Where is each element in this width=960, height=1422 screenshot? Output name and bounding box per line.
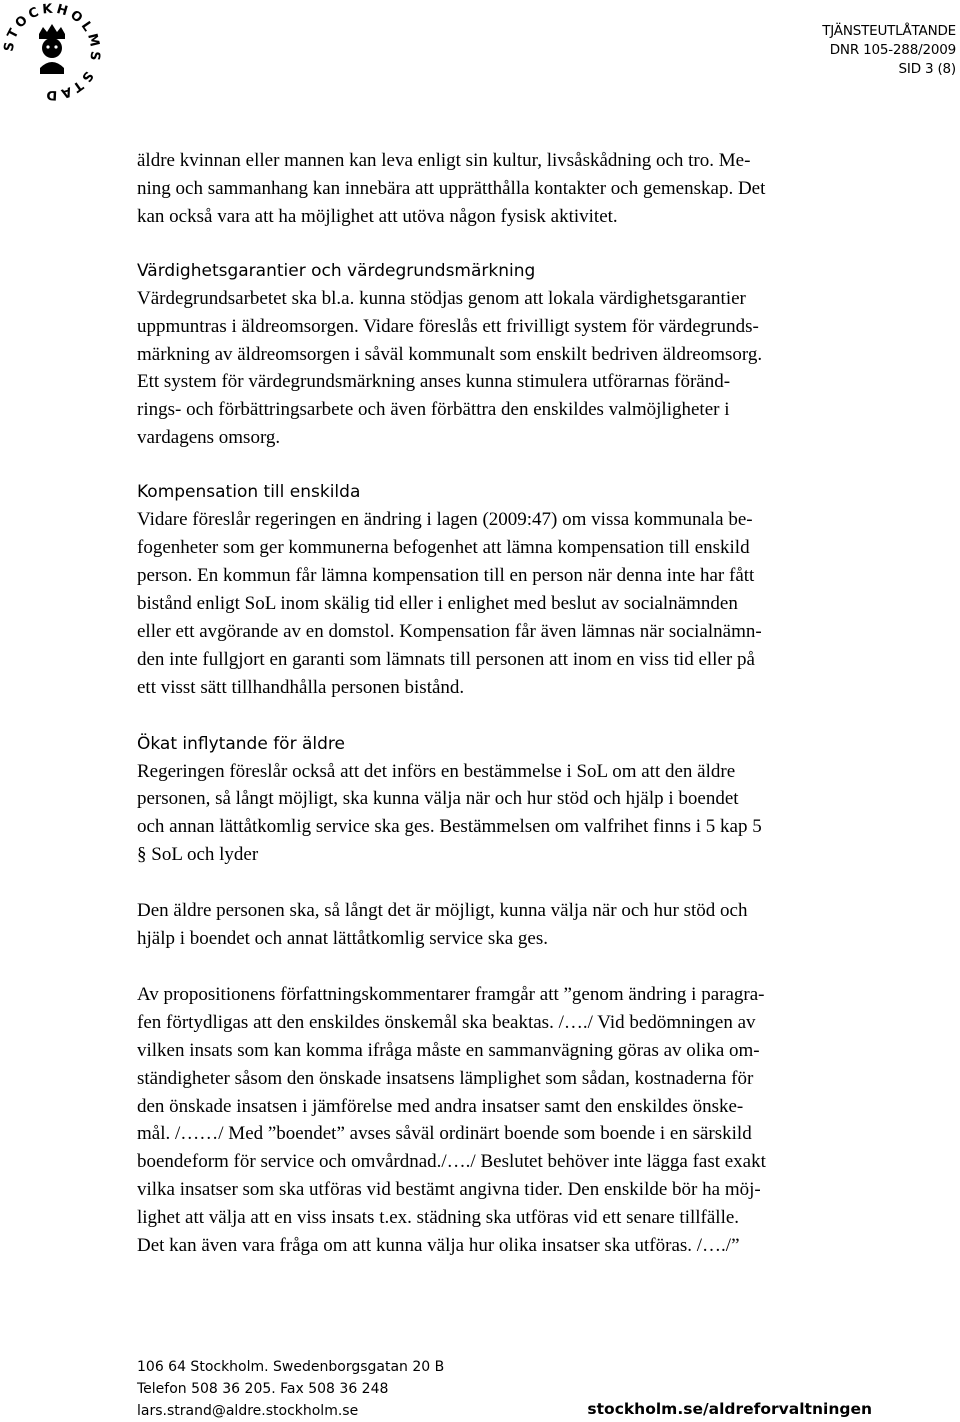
text-line: Ett system för värdegrundsmärkning anses kunna stimulera utförarnas föränd-	[137, 371, 731, 393]
text-line: Av propositionens författningskommentarer framgår att ”genom ändring i paragra-	[137, 983, 765, 1005]
text-line: bistånd enligt SoL inom skälig tid eller i enlighet med beslut av socialnämnden	[137, 592, 738, 614]
text-line: äldre kvinnan eller mannen kan leva enligt sin kultur, livsåskådning och tro. Me-	[137, 150, 751, 171]
text-line: Den äldre personen ska, så långt det är möjligt, kunna välja när och hur stöd och	[137, 900, 748, 922]
text-line: vardagens omsorg.	[137, 427, 281, 449]
text-line: Regeringen föreslår också att det införs en bestämmelse i SoL om att den äldre	[137, 760, 736, 782]
text-line: Värdegrundsarbetet ska bl.a. kunna stödjas genom att lokala värdighetsgarantier	[137, 287, 746, 309]
section-heading-okat-inflytande: Ökat inflytande för äldre	[137, 733, 345, 754]
text-line: boendeform för service och omvårdnad./…./ Beslutet behöver inte lägga fast exakt	[137, 1151, 766, 1173]
text-line: ett visst sätt tillhandhålla personen bistånd.	[137, 676, 465, 698]
footer-phone: Telefon 508 36 205. Fax 508 36 248	[137, 1381, 389, 1397]
text-line: vilken insats som kan komma ifråga måste en sammanvägning göras av olika om-	[137, 1039, 760, 1061]
section-heading-vardighetsgarantier: Värdighetsgarantier och värdegrundsmärkning	[137, 260, 536, 281]
page-number: SID 3 (8)	[898, 61, 956, 77]
text-line: eller ett avgörande av en domstol. Kompensation får även lämnas när socialnämn-	[137, 620, 762, 642]
section-paragraph	[137, 285, 877, 452]
section-paragraph	[137, 506, 877, 701]
text-line: ständigheter såsom den önskade insatsens lämplighet som sådan, kostnaderna för	[137, 1067, 754, 1089]
text-line: rings- och förbättringsarbete och även förbättra den enskildes valmöjligheter i	[137, 399, 730, 421]
text-line: hjälp i boendet och annat lättåtkomlig service ska ges.	[137, 928, 549, 950]
text-line: § SoL och lyder	[137, 844, 259, 866]
text-line: Vidare föreslår regeringen en ändring i lagen (2009:47) om vissa kommunala be-	[137, 509, 753, 531]
document-body	[137, 147, 877, 1260]
intro-paragraph	[137, 147, 877, 231]
footer-address: 106 64 Stockholm. Swedenborgsgatan 20 B	[137, 1359, 445, 1375]
text-line: ning och sammanhang kan innebära att upprätthålla kontakter och gemenskap. Det	[137, 177, 766, 199]
text-line: personen, så långt möjligt, ska kunna välja när och hur stöd och hjälp i boendet	[137, 788, 739, 810]
text-line: mål. /……/ Med ”boendet” avses såväl ordinärt boende som boende i en särskild	[137, 1123, 752, 1145]
text-line: och annan lättåtkomlig service ska ges. Bestämmelsen om valfrihet finns i 5 kap 5	[137, 816, 762, 838]
text-line: den inte fullgjort en garanti som lämnats till personen att inom en viss tid eller på	[137, 648, 755, 670]
text-line: fogenheter som ger kommunerna befogenhet att lämna kompensation till enskild	[137, 537, 750, 559]
commentary-paragraph	[137, 981, 877, 1260]
section-paragraph	[137, 758, 877, 870]
text-line: person. En kommun får lämna kompensation till en person när denna inte har fått	[137, 564, 755, 586]
footer-contact	[137, 1356, 444, 1422]
text-line: märkning av äldreomsorgen i såväl kommunalt som enskilt bedriven äldreomsorg.	[137, 343, 763, 365]
text-line: vilka insatser som ska utföras vid bestämt angivna tider. Den enskilde bör ha möj-	[137, 1179, 761, 1201]
document-header	[822, 22, 956, 79]
text-line: Det kan även vara fråga om att kunna välja hur olika insatser ska utföras. /…./”	[137, 1235, 740, 1257]
logo-ring-text: STOCKHOLMS STAD	[1, 1, 103, 103]
document-number: DNR 105-288/2009	[829, 42, 956, 58]
text-line: kan också vara att ha möjlighet att utöva någon fysisk aktivitet.	[137, 205, 618, 227]
text-line: lighet att välja att en viss insats t.ex. städning ska utföras vid ett senare tillfälle.	[137, 1207, 740, 1229]
quoted-law-paragraph	[137, 897, 877, 953]
footer-website-link[interactable]: stockholm.se/aldreforvaltningen	[587, 1400, 872, 1418]
crown-emblem-icon	[39, 24, 65, 74]
text-line: fen förtydligas att den enskildes önskemål ska beaktas. /…./ Vid bedömningen av	[137, 1011, 756, 1033]
footer-email[interactable]: lars.strand@aldre.stockholm.se	[137, 1403, 359, 1419]
section-heading-kompensation: Kompensation till enskilda	[137, 482, 361, 503]
document-type: TJÄNSTEUTLÅTANDE	[822, 23, 956, 39]
stockholms-stad-logo	[0, 0, 104, 104]
text-line: den önskade insatsen i jämförelse med andra insatser samt den enskildes önske-	[137, 1095, 744, 1117]
text-line: uppmuntras i äldreomsorgen. Vidare föreslås ett frivilligt system för värdegrunds-	[137, 315, 759, 337]
